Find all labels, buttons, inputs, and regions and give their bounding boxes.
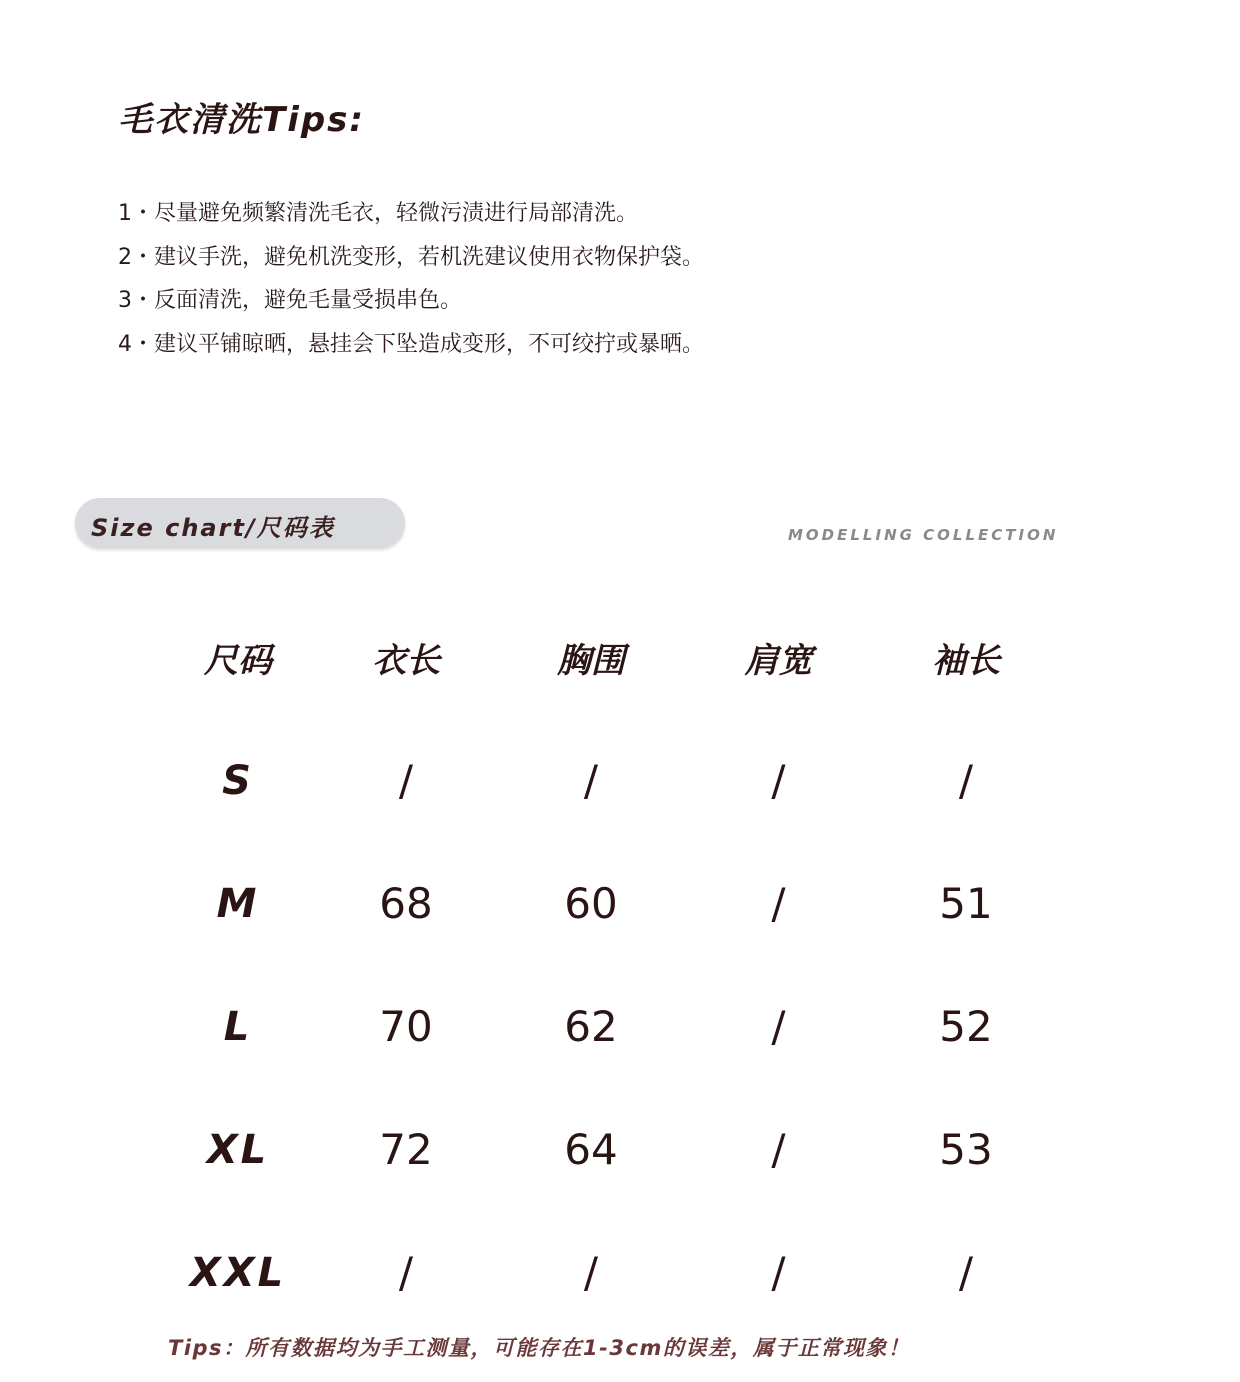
sleeve-cell: / [958,756,974,805]
header-size: 尺码 [204,640,272,681]
chest-cell: / [583,756,599,805]
table-row [150,842,1071,965]
size-table [150,595,1071,1334]
care-tip-text: 反面清洗，避免毛量受损串色。 [154,288,463,313]
chest-cell: 62 [564,1002,618,1051]
shoulder-cell: / [771,1125,786,1174]
table-row [150,719,1071,842]
care-tip-text: 建议平铺晾晒，悬挂会下坠造成变形，不可绞拧或暴晒。 [154,331,705,357]
length-cell: / [398,756,414,805]
length-cell: 68 [379,879,433,928]
header-sleeve: 袖长 [932,640,1000,681]
size-label-cell: XXL [189,1249,287,1296]
size-label-cell: L [223,1003,253,1050]
chest-cell: 60 [564,879,618,928]
chest-cell: 64 [564,1125,618,1174]
sleeve-cell: 52 [939,1002,993,1051]
size-label-cell: XL [206,1126,270,1173]
care-tip-number: 2・ [118,244,154,270]
care-tips-title: 毛衣清洗Tips: [118,100,366,140]
care-tip-number: 4・ [118,331,154,357]
collection-label: MODELLING COLLECTION [788,526,1059,544]
care-tip-item [118,198,704,242]
size-table-header-row [150,595,1071,719]
length-cell: / [398,1248,414,1297]
table-row [150,1211,1071,1334]
care-tips-list [118,198,704,372]
sleeve-cell: 53 [939,1125,993,1174]
shoulder-cell: / [771,756,786,805]
table-row [150,1088,1071,1211]
sleeve-cell: / [958,1248,974,1297]
shoulder-cell: / [771,1002,786,1051]
care-tip-item [118,329,704,373]
shoulder-cell: / [771,879,786,928]
care-tip-item [118,242,704,286]
header-shoulder: 肩宽 [744,640,813,681]
shoulder-cell: / [771,1248,786,1297]
table-row [150,965,1071,1088]
measurement-note: Tips：所有数据均为手工测量，可能存在1-3cm的误差，属于正常现象！ [168,1336,911,1360]
length-cell: 72 [379,1125,433,1174]
size-chart-badge [75,498,405,548]
care-tip-number: 1・ [118,201,154,226]
length-cell: 70 [379,1002,433,1051]
sleeve-cell: 51 [939,879,993,928]
header-length: 衣长 [372,640,440,681]
header-chest: 胸围 [557,640,625,681]
care-tip-number: 3・ [118,288,154,313]
size-label-cell: S [222,757,254,804]
care-tip-text: 尽量避免频繁清洗毛衣，轻微污渍进行局部清洗。 [154,201,639,226]
care-tip-text: 建议手洗，避免机洗变形，若机洗建议使用衣物保护袋。 [154,244,705,270]
chest-cell: / [583,1248,599,1297]
care-tip-item [118,285,704,329]
size-label-cell: M [216,880,260,927]
size-chart-badge-label: Size chart/尺码表 [91,514,335,542]
